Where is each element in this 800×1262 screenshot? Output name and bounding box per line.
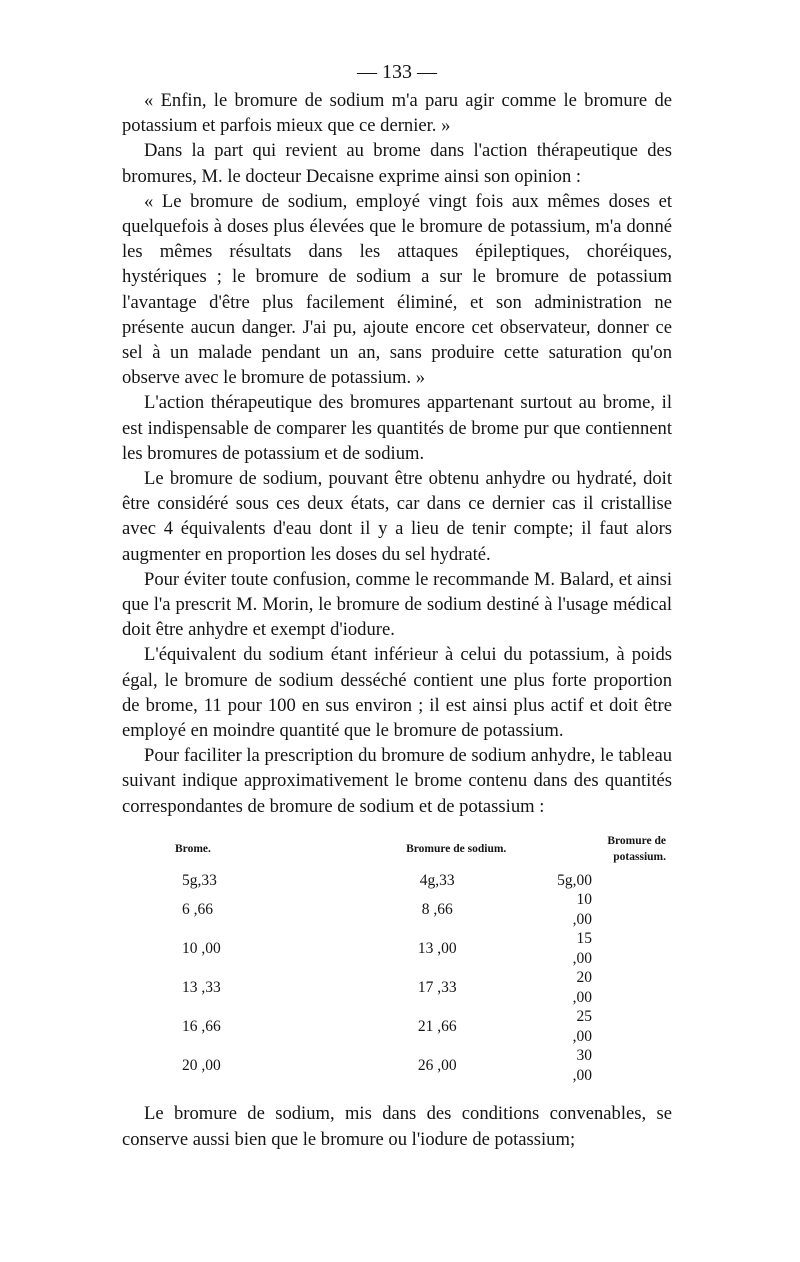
table-cell: 20 ,00 [572, 969, 592, 1006]
table-row [122, 1046, 674, 1085]
table-cell: 16 ,66 [182, 1018, 221, 1036]
table-row [122, 929, 674, 968]
table-cell: 6 ,66 [182, 901, 213, 919]
table-cell: 10 ,00 [572, 891, 592, 928]
table-cell: 13 ,33 [182, 979, 221, 997]
table-cell: 15 ,00 [572, 930, 592, 967]
paragraph-conservation: Le bromure de sodium, mis dans des conditions convenables, se conserve aussi bien que le bromure ou l'iodure de potassium; [122, 1103, 672, 1150]
table-cell: 10 ,00 [182, 940, 221, 958]
table-header-sodium: Bromure de sodium. [406, 842, 507, 855]
table-row [122, 871, 674, 891]
table-cell: 17 ,33 [417, 979, 457, 997]
table-cell: 25 ,00 [572, 1008, 592, 1045]
paragraph-tableau-intro: Pour faciliter la prescription du bromure de sodium anhydre, le tableau suivant indique approximativement le brome contenu dans des quantités correspondantes de bromure de sodium et de potassium : [122, 745, 672, 817]
table-cell: 21 ,66 [417, 1018, 457, 1036]
table-header-brome: Brome. [175, 842, 211, 855]
table-header-potassium: Bromure de potassium. [607, 834, 666, 863]
table-row [122, 968, 674, 1007]
table-cell: 4g,33 [419, 871, 455, 889]
table-header-row [122, 833, 674, 871]
paragraph-quote-end: « Enfin, le bromure de sodium m'a paru agir comme le bromure de potassium et parfois mieux que ce dernier. » [122, 90, 672, 137]
table-cell: 26 ,00 [417, 1057, 457, 1075]
bromure-table [122, 833, 674, 1086]
table-cell: 5g,33 [182, 871, 217, 889]
table-cell: 13 ,00 [417, 940, 457, 958]
paragraph-equivalent: L'équivalent du sodium étant inférieur à celui du potassium, à poids égal, le bromure de sodium desséché contient une plus forte proportion de brome, 11 pour 100 en sus environ ; il est ainsi plus actif et doit être employé en moindre quantité que le bromure de potassium. [122, 644, 672, 742]
table-row [122, 1007, 674, 1046]
table-cell: 30 ,00 [572, 1047, 592, 1084]
paragraph-brome-action: L'action thérapeutique des bromures appartenant surtout au brome, il est indispensable de comparer les quantités de brome pur que contiennent les bromures de potassium et de sodium. [122, 392, 672, 464]
page-body [122, 58, 672, 1152]
paragraph-confusion: Pour éviter toute confusion, comme le recommande M. Balard, et ainsi que l'a prescrit M. Morin, le bromure de sodium destiné à l'usage médical doit être anhydre et exempt d'iodure. [122, 568, 672, 641]
paragraph-decaisne-quote: « Le bromure de sodium, employé vingt fois aux mêmes doses et quelquefois à doses plus élevées que le bromure de potassium, m'a donné les mêmes résultats dans les attaques épileptiques, choréiques, hystériques ; le bromure de sodium a sur le bromure de potassium l'avantage d'être plus facilement éliminé, et son administration ne présente aucun danger. J'ai pu, ajoute encore cet observateur, donner ce sel à un malade pendant un an, sans produire cette saturation qu'on observe avec le bromure de potassium. » [122, 190, 672, 389]
paragraph-decaisne-intro: Dans la part qui revient au brome dans l'action thérapeutique des bromures, M. le docteur Decaisne exprime ainsi son opinion : [122, 140, 672, 187]
paragraph-anhydre-hydrate: Le bromure de sodium, pouvant être obtenu anhydre ou hydraté, doit être considéré sous ces deux états, car dans ce dernier cas il cristallise avec 4 équivalents d'eau dont il y a lieu de tenir compte; il faut alors augmenter en proportion les doses du sel hydraté. [122, 468, 672, 565]
table-cell: 20 ,00 [182, 1057, 221, 1075]
table-row [122, 890, 674, 929]
page-number: — 133 — [357, 61, 437, 83]
table-cell: 5g,00 [557, 871, 592, 889]
table-cell: 8 ,66 [421, 901, 453, 919]
